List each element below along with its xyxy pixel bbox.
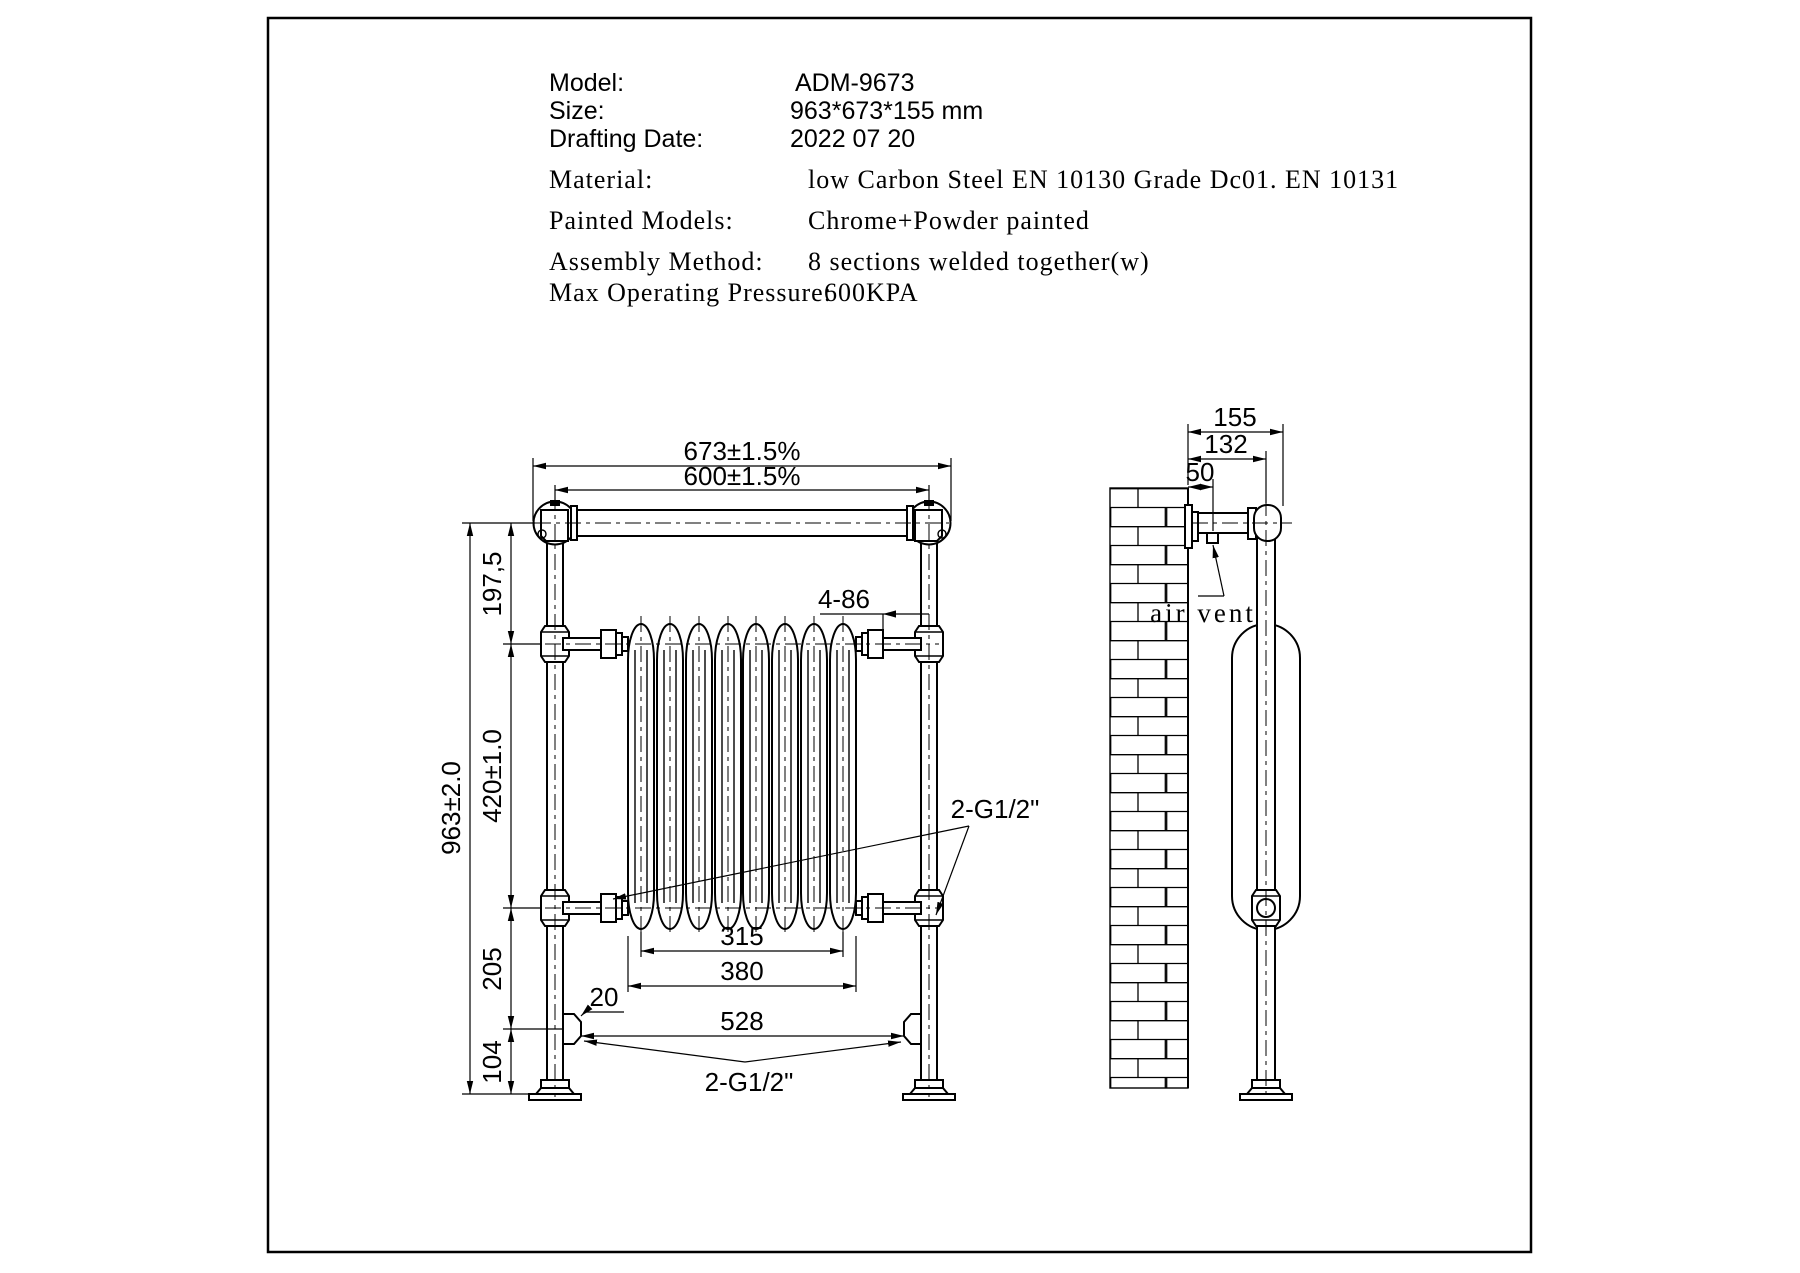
dim-stub-offset: 20 [589, 982, 619, 1012]
dim-radiator-width: 380 [720, 956, 764, 986]
assembly-method-value: 8 sections welded together(w) [808, 247, 1150, 276]
dim-foot-height: 104 [477, 1040, 507, 1084]
dim-bottom-span: 528 [720, 1006, 764, 1036]
material-label: Material: [549, 165, 654, 194]
wall [1110, 488, 1188, 1088]
painted-models-value: Chrome+Powder painted [808, 206, 1090, 235]
dim-overall-depth: 155 [1213, 402, 1257, 432]
air-vent-label: air vent [1150, 598, 1256, 628]
dim-radiator-section-height: 420±1.0 [477, 729, 507, 823]
dim-bracket-offset: 50 [1185, 457, 1215, 487]
dim-pipe-center-depth: 132 [1204, 429, 1248, 459]
dim-overall-height: 963±2.0 [436, 761, 466, 855]
sheet-border [268, 18, 1531, 1252]
dim-overall-width: 673±1.5% [683, 436, 801, 466]
dim-upper-connections: 2-G1/2" [950, 794, 1040, 824]
max-pressure-label: Max Operating Pressure: [549, 278, 832, 307]
air-vent-nipple [1207, 533, 1218, 543]
dim-bottom-connections: 2-G1/2" [704, 1067, 794, 1097]
drafting-date-label: Drafting Date: [549, 125, 704, 153]
dim-bar-center-width: 600±1.5% [683, 461, 801, 491]
assembly-method-label: Assembly Method: [549, 247, 764, 276]
max-pressure-value: 600KPA [824, 278, 919, 307]
dim-lower-section-height: 205 [477, 947, 507, 991]
drafting-date-value: 2022 07 20 [790, 125, 916, 153]
dim-column-centers-width: 315 [720, 921, 764, 951]
material-value: low Carbon Steel EN 10130 Grade Dc01. EN 10131 [808, 165, 1400, 194]
model-label: Model: [549, 69, 625, 97]
dim-top-section-height: 197,5 [477, 551, 507, 617]
radiator-columns [628, 616, 856, 936]
size-label: Size: [549, 97, 605, 125]
size-value: 963*673*155 mm [790, 97, 984, 125]
painted-models-label: Painted Models: [549, 206, 734, 235]
dim-section-pitch: 4-86 [817, 584, 871, 614]
model-value: ADM-9673 [795, 69, 915, 97]
